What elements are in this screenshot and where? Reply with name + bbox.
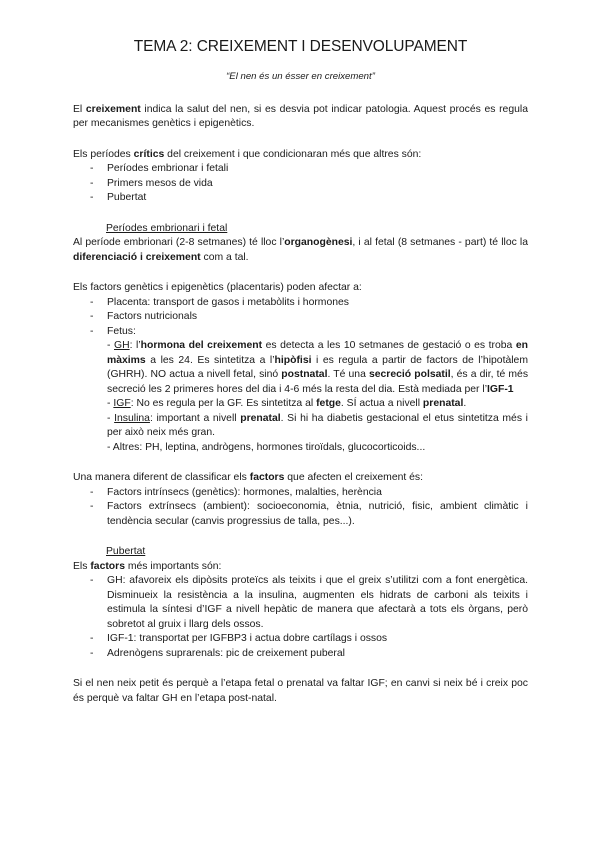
embryo-paragraph xyxy=(73,236,528,265)
text: : No es regula per la GF. Es sintetitza al xyxy=(130,398,317,409)
embryo-bold: diferenciació i creixement xyxy=(73,251,201,263)
text: : important a nivell xyxy=(149,412,241,424)
periods-list xyxy=(73,162,528,206)
text: . Té una xyxy=(327,369,369,380)
periods-text: del creixement i que condicionaran més que altres són: xyxy=(164,148,422,160)
list-item: - Factors intrínsecs (genètics): hormones, malalties, herència xyxy=(73,486,528,501)
fetus-insulina xyxy=(107,412,528,441)
intro-text: indica la salut del nen, si es desvia pot indicar patologia. Aquest procés es regula per mecanismes genètics i epigenètics. xyxy=(73,103,528,129)
text: Una manera diferent de classificar els xyxy=(73,472,250,483)
periods-text: Els períodes xyxy=(73,148,134,160)
list-item: - Adrenògens suprarenals: pic de creixement puberal xyxy=(73,647,528,662)
page-title: TEMA 2: CREIXEMENT I DESENVOLUPAMENT xyxy=(133,38,468,55)
fetus-gh xyxy=(107,339,528,397)
intro-text: El xyxy=(73,103,86,115)
list-item: - Períodes embrionar i fetali xyxy=(73,162,528,177)
puberty-list xyxy=(73,574,528,661)
bold: IGF-1 xyxy=(487,383,514,395)
text: . SÍ actua a nivell xyxy=(340,398,423,409)
fetus-altres: - Altres: PH, leptina, andrògens, hormones tiroïdals, glucocorticoids... xyxy=(107,441,426,453)
puberty-heading-row xyxy=(73,545,528,560)
bold: prenatal xyxy=(422,398,464,409)
section-heading: Pubertat xyxy=(106,546,146,557)
text: i es regula a partir de factors de l’hipotàlem (GHRH). NO actua a nivell fetal, sinó xyxy=(107,354,528,380)
list-item: - Primers mesos de vida xyxy=(73,177,528,192)
embryo-bold: organogènesi xyxy=(284,237,353,248)
conclusion-paragraph: Si el nen neix petit és perquè a l’etapa fetal o prenatal va faltar IGF; en canvi si neix bé i creix poc és perquè va faltar GH en l’etapa post-natal. xyxy=(73,678,528,704)
list-item: - Placenta: transport de gasos i metabòlits i hormones xyxy=(73,296,528,311)
text: a les 24. Es sintetitza a l’ xyxy=(145,354,275,366)
classify-intro xyxy=(73,471,528,486)
bold: prenatal xyxy=(240,412,281,424)
bold: factors xyxy=(249,472,285,483)
puberty-intro xyxy=(73,560,528,575)
embryo-text: com a tal. xyxy=(200,251,249,263)
bold: hormona del creixement xyxy=(140,340,263,351)
section-heading: Períodes embrionari i fetal xyxy=(106,222,228,234)
bold: hipòfisi xyxy=(274,354,312,366)
list-item: - Factors nutricionals xyxy=(73,310,528,325)
term: GH xyxy=(114,340,130,351)
text: . xyxy=(463,398,467,409)
text: : l’ xyxy=(129,340,141,351)
fetus-igf xyxy=(107,397,528,412)
dash: - xyxy=(107,412,115,424)
list-item: - Factors extrínsecs (ambient): socioeconomia, ètnia, nutrició, fisic, ambient climàtic i tendència secular (canvis progressius de talla, pes...). xyxy=(73,500,528,529)
term: Insulina xyxy=(114,412,150,424)
periods-bold: crítics xyxy=(133,148,165,160)
bold: fetge xyxy=(316,398,341,409)
dash: - xyxy=(107,340,114,351)
classify-list xyxy=(73,486,528,530)
list-item: - GH: afavoreix els dipòsits proteïcs als teixits i que el greix s’utilitzi com a font energètica. Disminueix la resistència a la insulina, augmenten els hidrats de carboni als teixits i estimula la síntesi d’IGF a nivell hepàtic de manera que afectarà a tots els òrgans, però sobretot al gruix i llarg dels ossos. xyxy=(73,574,528,632)
text: més importants són: xyxy=(124,560,222,572)
quote: “El nen és un ésser en creixement” xyxy=(226,71,375,82)
embryo-text: , i al fetal (8 setmanes - part) té lloc la xyxy=(352,237,529,248)
dash: - xyxy=(107,398,114,409)
factors-list xyxy=(73,296,528,456)
factors-intro: Els factors genètics i epigenètics (placentaris) poden afectar a: xyxy=(73,282,362,293)
text: Els xyxy=(73,560,91,572)
periods-intro xyxy=(73,148,528,163)
bold: secreció polsatil xyxy=(368,369,451,380)
term: IGF xyxy=(113,398,131,409)
fetus-label: - Fetus: xyxy=(107,325,136,337)
list-item-fetus xyxy=(73,325,528,456)
embryo-text: Al període embrionari (2-8 setmanes) té lloc l’ xyxy=(73,237,285,248)
text: . Si hi ha diabetis gestacional el etus sintetitza més i per això neix més gran. xyxy=(107,412,528,438)
list-item: - IGF-1: transportat per IGFBP3 i actua dobre cartílags i ossos xyxy=(73,632,528,647)
list-item: - Pubertat xyxy=(73,191,528,206)
text: es detecta a les 10 setmanes de gestació o es troba xyxy=(262,340,516,351)
text: que afecten el creixement és: xyxy=(284,472,424,483)
bold: en màxims xyxy=(107,340,528,366)
text: , és a dir, té més secreció les 2 primeres hores del dia i 4-6 més la resta del dia. Està mediada per l’ xyxy=(107,369,529,395)
bold: factors xyxy=(90,560,125,572)
intro-paragraph xyxy=(73,103,528,132)
bold: postnatal xyxy=(281,369,328,380)
intro-bold: creixement xyxy=(85,103,141,115)
embryo-heading-row xyxy=(73,222,528,237)
